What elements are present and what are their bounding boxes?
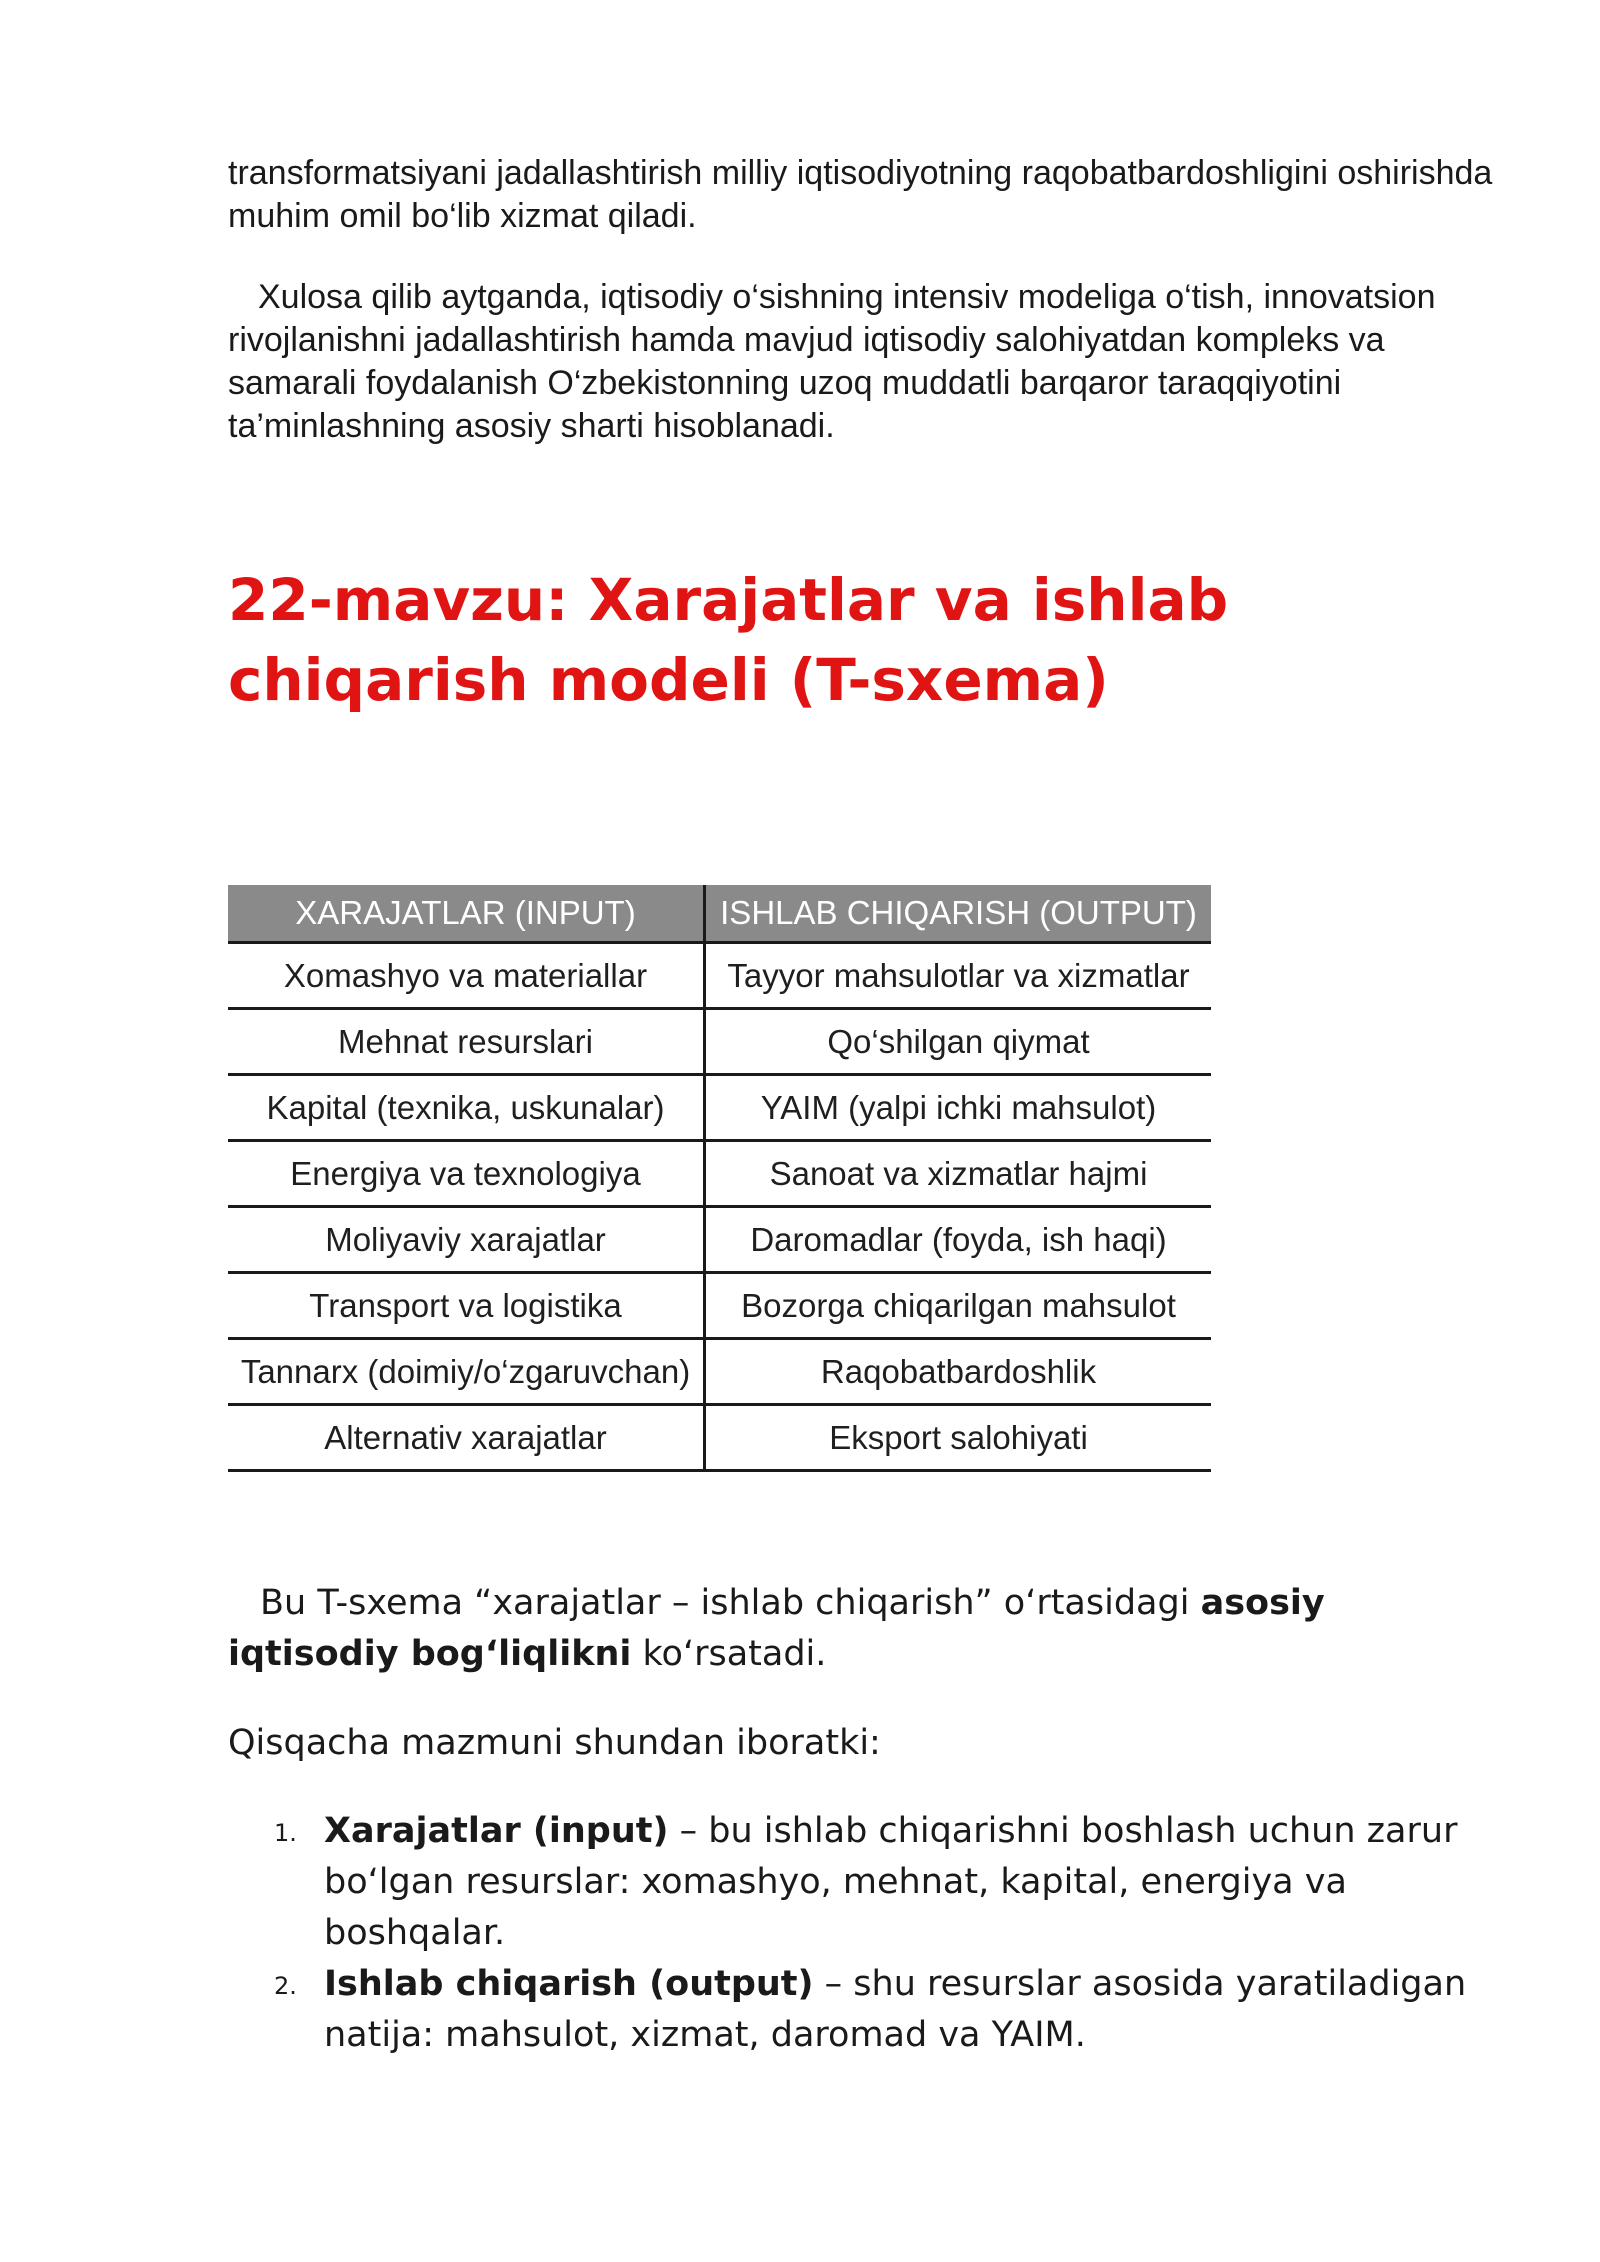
output-cell: Bozorga chiqarilgan mahsulot: [705, 1273, 1212, 1339]
list-number: 1.: [274, 1819, 297, 1847]
table-row: [228, 1207, 1211, 1273]
input-cell: Tannarx (doimiy/o‘zgaruvchan): [228, 1339, 705, 1405]
input-cell: Moliyaviy xarajatlar: [228, 1207, 705, 1273]
list-item-bold: Ishlab chiqarish (output): [324, 1964, 814, 2004]
table-row: [228, 1339, 1211, 1405]
output-cell: Tayyor mahsulotlar va xizmatlar: [705, 943, 1212, 1009]
summary-text-end: ko‘rsatadi.: [631, 1634, 827, 1674]
conclusion-paragraph: Xulosa qilib aytganda, iqtisodiy o‘sishning intensiv modeliga o‘tish, innovatsion rivojlanishni jadallashtirish hamda mavjud iqtisodiy salohiyatdan kompleks va samarali foydalanish O‘zbekistonning uzoq muddatli barqaror taraqqiyotini ta’minlashning asosiy sharti hisoblanadi.: [228, 278, 1436, 445]
output-cell: Eksport salohiyati: [705, 1405, 1212, 1471]
table-row: [228, 1405, 1211, 1471]
summary-paragraph: [228, 1578, 1498, 1680]
header-input: XARAJATLAR (INPUT): [228, 885, 705, 943]
output-cell: Sanoat va xizmatlar hajmi: [705, 1141, 1212, 1207]
topic-heading: 22-mavzu: Xarajatlar va ishlab chiqarish modeli (T-sxema): [228, 566, 1229, 714]
output-cell: Daromadlar (foyda, ish haqi): [705, 1207, 1212, 1273]
input-cell: Xomashyo va materiallar: [228, 943, 705, 1009]
list-item-bold: Xarajatlar (input): [324, 1811, 669, 1851]
brief-intro-paragraph: Qisqacha mazmuni shundan iboratki:: [228, 1723, 881, 1763]
numbered-list: [228, 1806, 1498, 2061]
list-item: [228, 1959, 1498, 2061]
input-cell: Energiya va texnologiya: [228, 1141, 705, 1207]
table-row: [228, 943, 1211, 1009]
header-output: ISHLAB CHIQARISH (OUTPUT): [705, 885, 1212, 943]
input-cell: Alternativ xarajatlar: [228, 1405, 705, 1471]
table-row: [228, 1141, 1211, 1207]
input-cell: Mehnat resurslari: [228, 1009, 705, 1075]
input-cell: Kapital (texnika, uskunalar): [228, 1075, 705, 1141]
table-row: [228, 1273, 1211, 1339]
input-cell: Transport va logistika: [228, 1273, 705, 1339]
t-scheme-table: [228, 885, 1211, 1472]
list-item: [228, 1806, 1498, 1959]
output-cell: Raqobatbardoshlik: [705, 1339, 1212, 1405]
list-number: 2.: [274, 1972, 297, 2000]
summary-bold-text: asosiy iqtisodiy bog‘liqlikni: [228, 1583, 1325, 1674]
list-item-text: – bu ishlab chiqarishni boshlash uchun zarur bo‘lgan resurslar: xomashyo, mehnat, kapital, energiya va boshqalar.: [324, 1811, 1458, 1953]
list-item-text: – shu resurslar asosida yaratiladigan natija: mahsulot, xizmat, daromad va YAIM.: [324, 1964, 1467, 2055]
intro-paragraph: transformatsiyani jadallashtirish milliy iqtisodiyotning raqobatbardoshligini oshirishda muhim omil bo‘lib xizmat qiladi.: [228, 154, 1493, 235]
summary-text-start: Bu T-sxema “xarajatlar – ishlab chiqarish” o‘rtasidagi: [260, 1583, 1201, 1623]
table-header-row: [228, 885, 1211, 943]
output-cell: YAIM (yalpi ichki mahsulot): [705, 1075, 1212, 1141]
table-row: [228, 1075, 1211, 1141]
output-cell: Qo‘shilgan qiymat: [705, 1009, 1212, 1075]
table-row: [228, 1009, 1211, 1075]
